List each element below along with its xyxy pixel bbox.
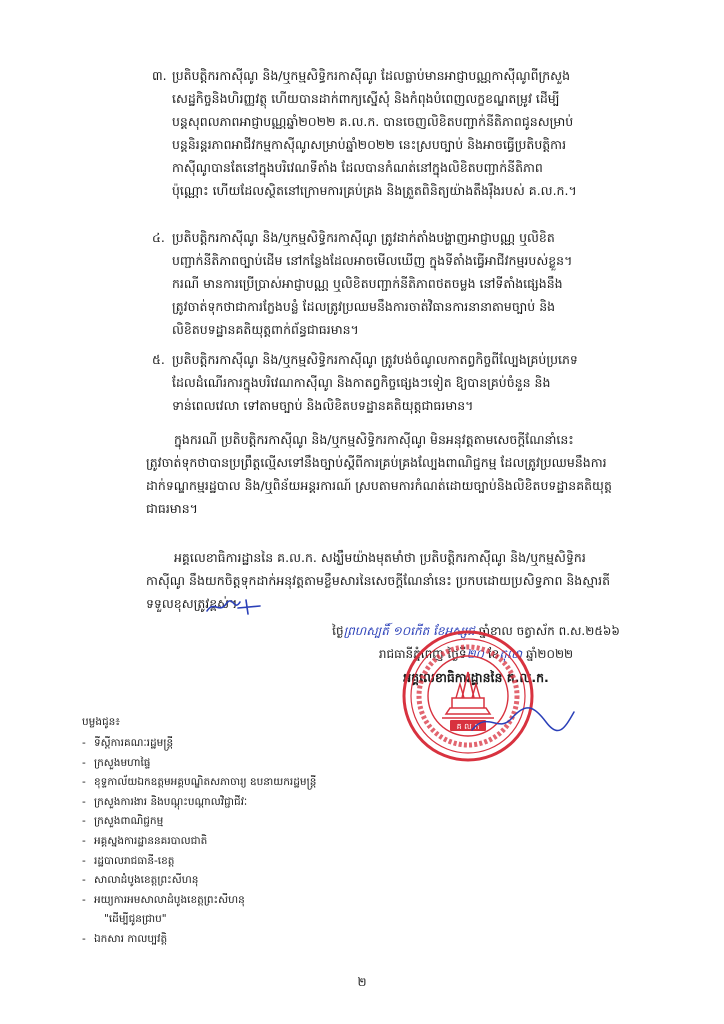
item-line: ដែលដំណើរការក្នុងបរិវេណកាស៊ីណូ និងកាតព្វកិច្ចផ្សេងៗទៀត ឱ្យបានគ្រប់ចំនួន និង — [172, 375, 551, 390]
seal-emblem-text: គ ល ក — [456, 722, 480, 731]
paragraph-line: ដាក់ទណ្ឌកម្មរដ្ឋបាល និង/ឬពិន័យអន្តរការណ៍ ស្របតាមការកំណត់ដោយច្បាប់និងលិខិតបទដ្ឋានគតិយុត្ត — [146, 478, 612, 493]
numbered-item-5 — [152, 348, 652, 417]
paragraph-line: ក្នុងករណី ប្រតិបត្តិករកាស៊ីណូ និង/ឬកម្មសិទ្ធិករកាស៊ីណូ មិនអនុវត្តតាមសេចក្តីណែនាំនេះ — [174, 432, 574, 447]
cc-item: - ក្រសួងមហាផ្ទៃ — [82, 754, 382, 774]
initials-scribble — [204, 596, 264, 618]
issuer-title: អគ្គលេខាធិការដ្ឋាននៃ គ.ល.ក. — [403, 670, 549, 685]
cc-block — [82, 712, 382, 950]
solar-date-prefix: រាជធានីភ្នំពេញ ថ្ងៃទី — [378, 647, 467, 661]
signature — [468, 700, 578, 740]
numbered-item-3 — [152, 64, 652, 202]
item-line: បន្តសុពលភាពអាជ្ញាបណ្ណឆ្នាំ២០២២ គ.ល.ក. បានចេញលិខិតបញ្ជាក់នីតិភាពជូនសម្រាប់ — [172, 114, 574, 129]
numbered-item-4 — [152, 226, 652, 341]
lunar-date-prefix: ថ្ងៃ — [332, 624, 344, 638]
page-number: ២ — [357, 975, 367, 989]
item-number: ៣. — [152, 68, 167, 83]
cc-item: - ក្រសួងពាណិជ្ជកម្ម — [82, 812, 382, 832]
paragraph-line: កាស៊ីណូ នឹងយកចិត្តទុកដាក់អនុវត្តតាមខ្លឹមសារនៃសេចក្តីណែនាំនេះ ប្រកបដោយប្រសិទ្ធភាព និងស្មារតី — [146, 573, 611, 588]
cc-item: - ទីស្តីការគណៈរដ្ឋមន្ត្រី — [82, 734, 382, 754]
cc-item: - អយ្យការអមសាលាដំបូងខេត្តព្រះសីហនុ — [82, 891, 382, 911]
item-number: ៥. — [152, 352, 165, 367]
cc-item: - រដ្ឋបាលរាជធានី-ខេត្ត — [82, 852, 382, 872]
solar-date-mid: ខែ — [484, 647, 500, 661]
paragraph-line: ទទួលខុសត្រូវខ្ពស់។ — [146, 596, 238, 611]
item-line: បញ្ជាក់នីតិភាពច្បាប់ដើម នៅកន្លែងដែលអាចមើលឃើញ ក្នុងទីតាំងធ្វើអាជីវកម្មរបស់ខ្លួន។ — [172, 253, 573, 268]
official-seal — [398, 626, 538, 766]
item-line: ករណី មានការប្រើប្រាស់អាជ្ញាបណ្ណ ឬលិខិតបញ្ជាក់នីតិភាពថតចម្លង នៅទីតាំងផ្សេងនឹង — [172, 276, 563, 291]
paragraph-line: ត្រូវចាត់ទុកថាបានប្រព្រឹត្តល្មើសទៅនឹងច្បាប់ស្តីពីការគ្រប់គ្រងល្បែងពាណិជ្ជកម្ម ដែលត្រូវប្រឈមនឹងការ — [146, 455, 607, 470]
cc-item-note: "ដើម្បីជូនជ្រាប" — [104, 913, 167, 926]
cc-item: - ឯកសារ កាលប្បវត្តិ — [82, 930, 382, 950]
cc-list — [82, 734, 382, 950]
lunar-date-handwritten: ព្រហស្បតិ៍ ១០កើត ខែអស្សុជ — [343, 624, 475, 638]
solar-date-month: តុលា — [499, 647, 523, 661]
item-line: លិខិតបទដ្ឋានគតិយុត្តពាក់ព័ន្ធជាធរមាន។ — [172, 322, 359, 337]
paragraph-line: ជាធរមាន។ — [146, 501, 198, 516]
cc-title: បម្លងជូន៖ — [82, 716, 120, 728]
cc-item: - អគ្គស្នងការដ្ឋាននគរបាលជាតិ — [82, 832, 382, 852]
item-line: ត្រូវចាត់ទុកថាជាការក្លែងបន្លំ ដែលត្រូវប្រឈមនឹងការចាត់វិធានការនានាតាមច្បាប់ និង — [172, 299, 556, 314]
solar-date-day: ២០ — [466, 647, 485, 661]
cc-item: - សាលាដំបូងខេត្តព្រះសីហនុ — [82, 871, 382, 891]
item-line: ប៉ុណ្ណោះ ហើយដែលស្ថិតនៅក្រោមការគ្រប់គ្រង និងត្រួតពិនិត្យយ៉ាងតឹងរ៉ឹងរបស់ គ.ល.ក.។ — [172, 183, 577, 198]
item-line: ប្រតិបត្តិករកាស៊ីណូ និង/ឬកម្មសិទ្ធិករកាស៊ីណូ ត្រូវដាក់តាំងបង្ហាញអាជ្ញាបណ្ណ ឬលិខិត — [172, 230, 555, 245]
paragraph-line: អគ្គលេខាធិការដ្ឋាននៃ គ.ល.ក. សង្ឃឹមយ៉ាងមុតមាំថា ប្រតិបត្តិករកាស៊ីណូ និង/ឬកម្មសិទ្ធិករ — [174, 550, 586, 565]
cc-item: - ក្រសួងការងារ និងបណ្តុះបណ្តាលវិជ្ជាជីវៈ — [82, 793, 382, 813]
item-line: ប្រតិបត្តិករកាស៊ីណូ និង/ឬកម្មសិទ្ធិករកាស៊ីណូ ដែលធ្លាប់មានអាជ្ញាបណ្ណកាស៊ីណូពីក្រសួង — [172, 68, 571, 83]
solar-date-suffix: ឆ្នាំ២០២២ — [522, 647, 574, 661]
item-line: កាស៊ីណូបានតែនៅក្នុងបរិវេណទីតាំង ដែលបានកំណត់នៅក្នុងលិខិតបញ្ជាក់នីតិភាព — [172, 160, 543, 175]
item-line: ប្រតិបត្តិករកាស៊ីណូ និង/ឬកម្មសិទ្ធិករកាស៊ីណូ ត្រូវបង់ចំណូលកាតព្វកិច្ចពីល្បែងគ្រប់ប្រភេទ — [172, 352, 578, 367]
cc-item: - ខុទ្ទកាល័យឯកឧត្តមអគ្គបណ្ឌិតសភាចារ្យ ឧបនាយករដ្ឋមន្ត្រី — [82, 773, 382, 793]
item-line: ទាន់ពេលវេលា ទៅតាមច្បាប់ និងលិខិតបទដ្ឋានគតិយុត្តជាធរមាន។ — [172, 398, 474, 413]
item-line: បន្តនិរន្តរភាពអាជីវកម្មកាស៊ីណូសម្រាប់ឆ្នាំ២០២២ នេះស្របច្បាប់ និងអាចធ្វើប្រតិបត្តិការ — [172, 137, 567, 152]
item-line: សេដ្ឋកិច្ចនិងហិរញ្ញវត្ថុ ហើយបានដាក់ពាក្យស្នើសុំ និងកំពុងបំពេញលក្ខខណ្ឌតម្រូវ ដើម្បី — [172, 91, 560, 106]
lunar-date-suffix: ឆ្នាំខាល ចត្វាស័ក ព.ស.២៥៦៦ — [474, 624, 620, 638]
paragraph-non-compliance — [146, 428, 666, 520]
item-number: ៤. — [152, 230, 165, 245]
